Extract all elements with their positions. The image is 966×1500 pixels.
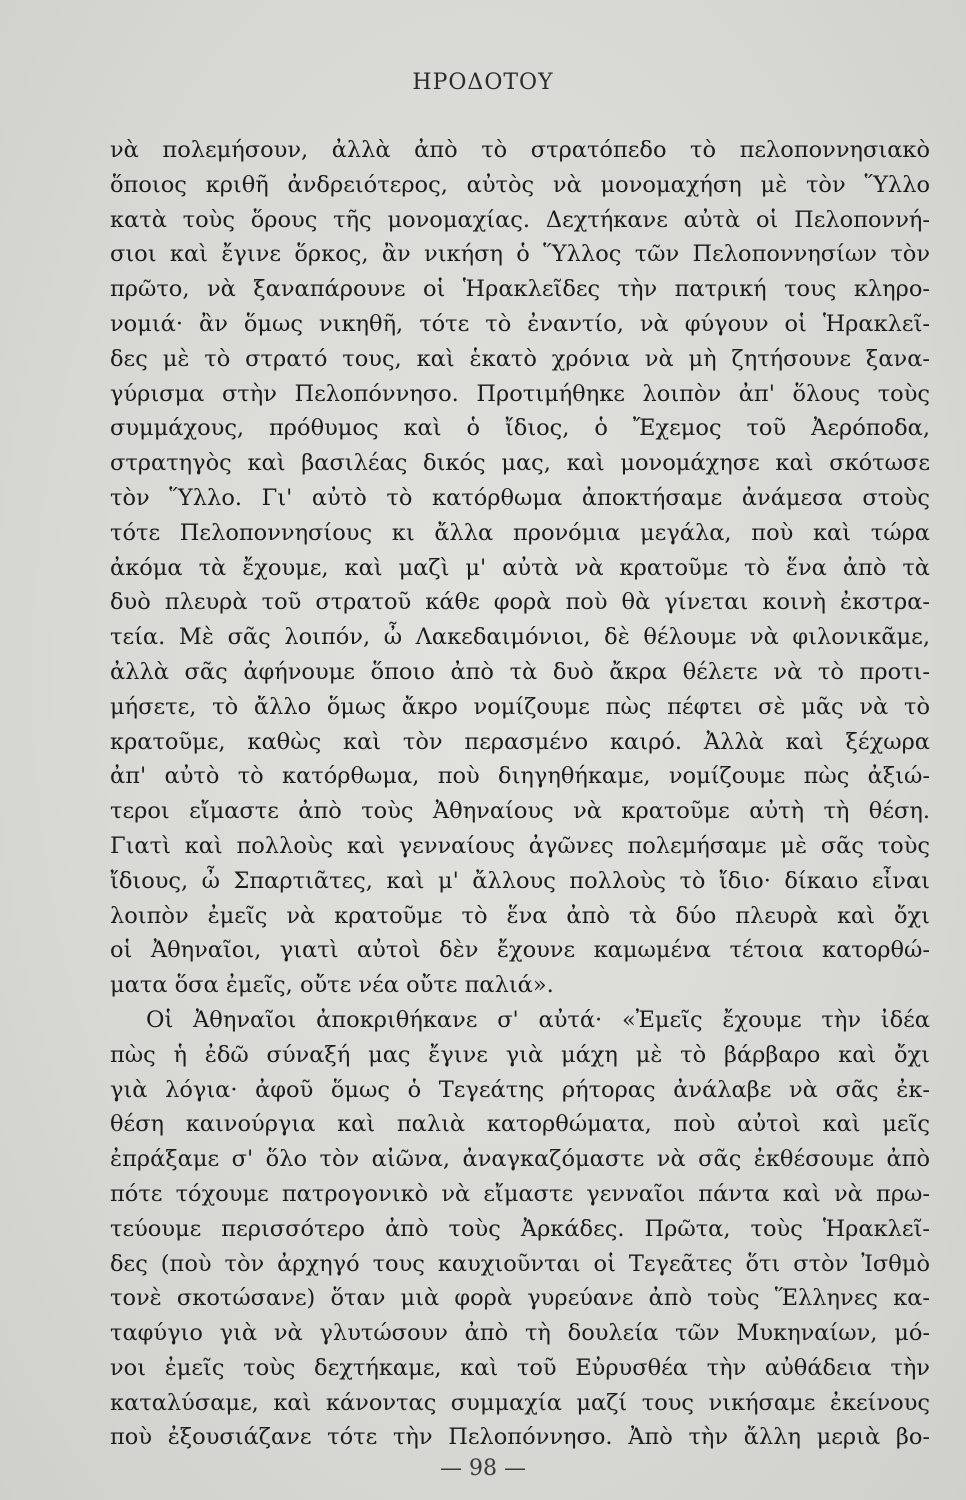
text-line: τότε Πελοποννησίους κι ἄλλα προνόμια μεγάλα, ποὺ καὶ τώρα (110, 519, 930, 546)
text-line: ἀλλὰ σᾶς ἀφήνουμε ὅποιο ἀπὸ τὰ δυὸ ἄκρα θέλετε νὰ τὸ προτι- (110, 658, 930, 685)
text-line: ποὺ ἐξουσιάζανε τότε τὴν Πελοπόννησο. Ἀπὸ τὴν ἄλλη μεριὰ βο- (110, 1424, 930, 1451)
text-line: τονὲ σκοτώσανε) ὅταν μιὰ φορὰ γυρεύανε ἀπὸ τοὺς Ἕλληνες κα- (110, 1285, 930, 1312)
text-line: νομιά· ἂν ὅμως νικηθῆ, τότε τὸ ἐναντίο, νὰ φύγουν οἱ Ἡρακλεῖ- (110, 310, 930, 337)
text-line: ματα ὅσα ἐμεῖς, οὔτε νέα οὔτε παλιά». (110, 972, 554, 999)
running-header: ΗΡΟΔΟΤΟΥ (412, 70, 554, 95)
text-line: ἴδιους, ὦ Σπαρτιᾶτες, καὶ μ' ἄλλους πολλοὺς τὸ ἴδιο· δίκαιο εἶναι (110, 867, 930, 894)
text-line: γιὰ λόγια· ἀφοῦ ὅμως ὁ Τεγεάτης ρήτορας ἀνάλαβε νὰ σᾶς ἐκ- (110, 1076, 930, 1103)
text-line: λοιπὸν ἐμεῖς νὰ κρατοῦμε τὸ ἕνα ἀπὸ τὰ δύο πλευρὰ καὶ ὄχι (110, 902, 930, 929)
text-line: πρῶτο, νὰ ξαναπάρουνε οἱ Ἡρακλεῖδες τὴν πατρική τους κληρο- (110, 276, 930, 303)
text-line: τεροι εἴμαστε ἀπὸ τοὺς Ἀθηναίους νὰ κρατοῦμε αὐτὴ τὴ θέση. (110, 798, 930, 825)
text-line: γύρισμα στὴν Πελοπόννησο. Προτιμήθηκε λοιπὸν ἀπ' ὅλους τοὺς (110, 380, 930, 407)
text-line: ταφύγιο γιὰ νὰ γλυτώσουν ἀπὸ τὴ δουλεία τῶν Μυκηναίων, μό- (110, 1320, 930, 1347)
text-line: κρατοῦμε, καθὼς καὶ τὸν περασμένο καιρό. Ἀλλὰ καὶ ξέχωρα (110, 728, 930, 755)
text-line: στρατηγὸς καὶ βασιλέας δικός μας, καὶ μονομάχησε καὶ σκότωσε (110, 450, 930, 477)
text-line: Γιατὶ καὶ πολλοὺς καὶ γενναίους ἀγῶνες πολεμήσαμε μὲ σᾶς τοὺς (110, 832, 930, 859)
text-line: δες μὲ τὸ στρατό τους, καὶ ἑκατὸ χρόνια νὰ μὴ ζητήσουνε ξανα- (110, 345, 930, 372)
text-line: δες (ποὺ τὸν ἀρχηγό τους καυχιοῦνται οἱ Τεγεᾶτες ὅτι στὸν Ἰσθμὸ (110, 1250, 930, 1277)
text-line: οἱ Ἀθηναῖοι, γιατὶ αὐτοὶ δὲν ἔχουνε καμωμένα τέτοια κατορθώ- (110, 937, 930, 964)
text-line: μήσετε, τὸ ἄλλο ὅμως ἄκρο νομίζουμε πὼς πέφτει σὲ μᾶς νὰ τὸ (110, 693, 930, 720)
text-line: ἀκόμα τὰ ἔχουμε, καὶ μαζὶ μ' αὐτὰ νὰ κρατοῦμε τὸ ἕνα ἀπὸ τὰ (110, 554, 930, 581)
text-line: τεία. Μὲ σᾶς λοιπόν, ὦ Λακεδαιμόνιοι, δὲ θέλουμε νὰ φιλονικᾶμε, (110, 624, 930, 651)
text-line: ἀπ' αὐτὸ τὸ κατόρθωμα, ποὺ διηγηθήκαμε, νομίζουμε πὼς ἀξιώ- (110, 763, 930, 790)
text-line: θέση καινούργια καὶ παλιὰ κατορθώματα, ποὺ αὐτοὶ καὶ μεῖς (110, 1111, 930, 1138)
text-line: τὸν Ὕλλο. Γι' αὐτὸ τὸ κατόρθωμα ἀποκτήσαμε ἀνάμεσα στοὺς (110, 484, 930, 511)
text-line: νὰ πολεμήσουν, ἀλλὰ ἀπὸ τὸ στρατόπεδο τὸ πελοποννησιακὸ (110, 137, 930, 163)
text-line: τεύουμε περισσότερο ἀπὸ τοὺς Ἀρκάδες. Πρῶτα, τοὺς Ἡρακλεῖ- (110, 1215, 930, 1242)
text-line: σιοι καὶ ἔγινε ὅρκος, ἂν νικήση ὁ Ὕλλος τῶν Πελοποννησίων τὸν (110, 241, 930, 268)
text-line: δυὸ πλευρὰ τοῦ στρατοῦ κάθε φορὰ ποὺ θὰ γίνεται κοινὴ ἐκστρα- (110, 589, 930, 616)
text-line: συμμάχους, πρόθυμος καὶ ὁ ἴδιος, ὁ Ἔχεμος τοῦ Ἀερόποδα, (110, 415, 930, 442)
text-line: πὼς ἡ ἐδῶ σύναξή μας ἔγινε γιὰ μάχη μὲ τὸ βάρβαρο καὶ ὄχι (110, 1041, 930, 1068)
text-line: ὅποιος κριθῆ ἀνδρειότερος, αὐτὸς νὰ μονομαχήση μὲ τὸν Ὕλλο (110, 171, 930, 198)
body-text (110, 133, 930, 1455)
text-line: νοι ἐμεῖς τοὺς δεχτήκαμε, καὶ τοῦ Εὐρυσθέα τὴν αὐθάδεια τὴν (110, 1354, 930, 1381)
text-line: καταλύσαμε, καὶ κάνοντας συμμαχία μαζί τους νικήσαμε ἐκείνους (110, 1389, 930, 1416)
text-line: κατὰ τοὺς ὅρους τῆς μονομαχίας. Δεχτήκανε αὐτὰ οἱ Πελοποννή- (110, 206, 930, 233)
text-line: Οἱ Ἀθηναῖοι ἀποκριθήκανε σ' αὐτά· «Ἐμεῖς ἔχουμε τὴν ἰδέα (146, 1006, 930, 1033)
text-line: πότε τόχουμε πατρογονικὸ νὰ εἴμαστε γενναῖοι πάντα καὶ νὰ πρω- (110, 1180, 930, 1207)
text-line: ἐπράξαμε σ' ὅλο τὸν αἰῶνα, ἀναγκαζόμαστε νὰ σᾶς ἐκθέσουμε ἀπὸ (110, 1146, 930, 1173)
page-number: — 98 — (440, 1456, 526, 1481)
